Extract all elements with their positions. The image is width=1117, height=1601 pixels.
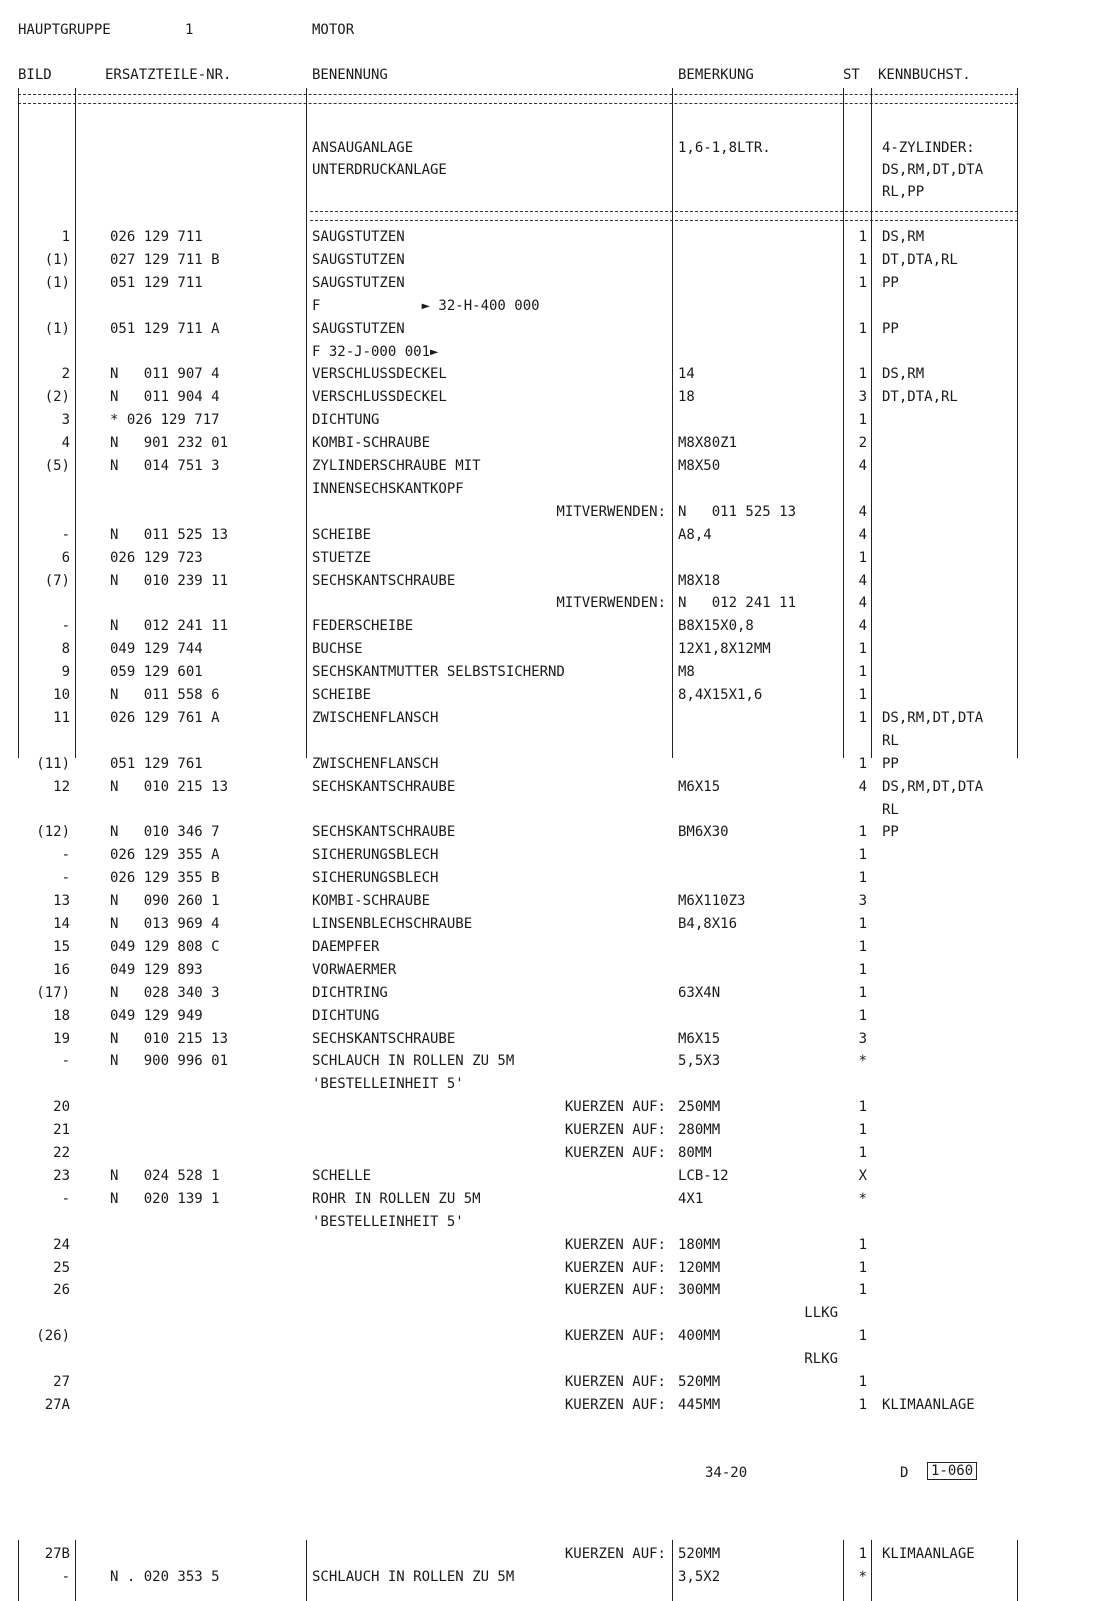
bild-cell: 1 <box>61 229 70 245</box>
code-cell: PP <box>882 755 899 772</box>
qty-cell: 1 <box>858 641 867 658</box>
part-number-cell: N 900 996 01 <box>110 1053 229 1070</box>
qty-cell: 1 <box>858 984 867 1001</box>
name-cell: ROHR IN ROLLEN ZU 5M <box>312 1190 481 1207</box>
table-row <box>0 936 1117 958</box>
name-cell: SECHSKANTSCHRAUBE <box>312 572 456 589</box>
qty-cell: 1 <box>858 847 867 864</box>
qty-cell: 3 <box>858 893 867 910</box>
bild-cell: (1) <box>44 274 70 291</box>
remark-cell: 63X4N <box>678 984 721 1001</box>
remark-cell: N 012 241 11 <box>678 595 797 612</box>
name-cell: FEDERSCHEIBE <box>312 618 414 635</box>
qty-cell: 4 <box>858 458 867 474</box>
name-cell: DICHTUNG <box>312 412 380 429</box>
part-number-cell: 026 129 711 <box>110 229 203 245</box>
qty-cell: * <box>858 1053 867 1070</box>
part-number-cell: N 011 558 6 <box>110 687 220 703</box>
bild-cell: (2) <box>44 389 70 406</box>
table-row <box>0 1257 1117 1279</box>
code-cell: PP <box>882 274 899 291</box>
qty-cell: 1 <box>858 1122 867 1139</box>
bild-cell: 8 <box>61 641 70 658</box>
table-row <box>0 1543 1117 1565</box>
bild-cell: 14 <box>53 916 70 932</box>
qty-cell: 1 <box>858 938 867 955</box>
table-row <box>0 821 1117 843</box>
qty-cell: 2 <box>858 435 867 452</box>
bild-cell: 26 <box>53 1282 70 1299</box>
table-row <box>0 547 1117 569</box>
qty-cell: 4 <box>858 503 867 520</box>
qty-cell: 1 <box>858 709 867 726</box>
name-right-cell: KUERZEN AUF: <box>564 1546 666 1562</box>
bild-cell: (5) <box>44 458 70 474</box>
part-number-cell: 051 129 711 A <box>110 320 220 337</box>
part-number-cell: N 010 346 7 <box>110 824 220 841</box>
col-code: KENNBUCHST. <box>878 67 971 83</box>
name-right-cell: KUERZEN AUF: <box>564 1374 666 1390</box>
intro-name-1: ANSAUGANLAGE <box>312 140 414 156</box>
bild-cell: - <box>61 847 70 864</box>
remark-cell: 520MM <box>678 1374 721 1390</box>
table-row <box>0 341 1117 363</box>
header-separator <box>18 94 1018 104</box>
remark-cell: M6X110Z3 <box>678 893 746 910</box>
name-cell: SCHEIBE <box>312 526 372 543</box>
name-cell: ZYLINDERSCHRAUBE MIT <box>312 458 481 474</box>
part-number-cell: N 010 215 13 <box>110 778 229 795</box>
qty-cell: 1 <box>858 1328 867 1345</box>
table-row <box>0 684 1117 706</box>
bild-cell: 10 <box>53 687 70 703</box>
table-row <box>0 249 1117 271</box>
name-cell: SICHERUNGSBLECH <box>312 847 439 864</box>
code-cell: DS,RM,DT,DTA <box>882 778 984 795</box>
qty-cell: * <box>858 1190 867 1207</box>
qty-cell: 1 <box>858 1007 867 1024</box>
qty-cell: 1 <box>858 1546 867 1562</box>
table-row <box>0 1302 1117 1324</box>
remark-cell: A8,4 <box>678 526 712 543</box>
intro-code-3: RL,PP <box>882 184 925 200</box>
table-row <box>0 844 1117 866</box>
table-row <box>0 1188 1117 1210</box>
name-right-cell: KUERZEN AUF: <box>564 1122 666 1139</box>
group-name: MOTOR <box>312 22 355 38</box>
table-row <box>0 615 1117 637</box>
name-cell: DAEMPFER <box>312 938 380 955</box>
bild-cell: 9 <box>61 664 70 681</box>
part-number-cell: N 010 239 11 <box>110 572 229 589</box>
qty-cell: 3 <box>858 389 867 406</box>
remark-cell: B8X15X0,8 <box>678 618 754 635</box>
table-row <box>0 478 1117 500</box>
table-row <box>0 432 1117 454</box>
qty-cell: 4 <box>858 618 867 635</box>
table-row <box>0 363 1117 385</box>
bild-cell: 16 <box>53 961 70 978</box>
bild-cell: 15 <box>53 938 70 955</box>
table-row <box>0 867 1117 889</box>
remark-cell: 5,5X3 <box>678 1053 721 1070</box>
name-right-cell: MITVERWENDEN: <box>556 595 666 612</box>
name-cell: SCHELLE <box>312 1167 372 1184</box>
qty-cell: 1 <box>858 1236 867 1253</box>
part-number-cell: N 028 340 3 <box>110 984 220 1001</box>
remark-cell: 180MM <box>678 1236 721 1253</box>
part-number-cell: N 024 528 1 <box>110 1167 220 1184</box>
remark-cell: 8,4X15X1,6 <box>678 687 763 703</box>
group-number: 1 <box>185 22 194 38</box>
name-cell: SAUGSTUTZEN <box>312 251 405 268</box>
part-number-cell: N 020 139 1 <box>110 1190 220 1207</box>
bild-cell: (1) <box>44 320 70 337</box>
qty-cell: 1 <box>858 274 867 291</box>
qty-cell: 4 <box>858 595 867 612</box>
table-row <box>0 226 1117 248</box>
col-qty: ST <box>843 67 860 83</box>
qty-cell: 1 <box>858 549 867 566</box>
table-row <box>0 1028 1117 1050</box>
name-cell: VERSCHLUSSDECKEL <box>312 366 447 383</box>
name-cell: DICHTRING <box>312 984 388 1001</box>
part-number-cell: * 026 129 717 <box>110 412 220 429</box>
table-row <box>0 1371 1117 1393</box>
table-row <box>0 409 1117 431</box>
qty-cell: 1 <box>858 1374 867 1390</box>
name-right-cell: KUERZEN AUF: <box>564 1145 666 1161</box>
name-cell: SECHSKANTMUTTER SELBSTSICHERND <box>312 664 565 681</box>
table-row <box>0 1142 1117 1164</box>
table-row <box>0 1279 1117 1301</box>
name-cell: F 32-J-000 001► <box>312 343 439 360</box>
code-cell: RL <box>882 801 899 818</box>
part-number-cell: 026 129 355 B <box>110 870 220 887</box>
part-number-cell: N 013 969 4 <box>110 916 220 932</box>
bild-cell: 4 <box>61 435 70 452</box>
col-remark: BEMERKUNG <box>678 67 754 83</box>
name-cell: SCHLAUCH IN ROLLEN ZU 5M <box>312 1053 515 1070</box>
table-row <box>0 455 1117 477</box>
qty-cell: X <box>858 1167 867 1184</box>
part-number-cell: 027 129 711 B <box>110 251 220 268</box>
intro-name-2: UNTERDRUCKANLAGE <box>312 162 447 178</box>
group-label: HAUPTGRUPPE <box>18 22 111 38</box>
part-number-cell: N 011 525 13 <box>110 526 229 543</box>
qty-cell: 4 <box>858 526 867 543</box>
table-row <box>0 318 1117 340</box>
intro-code-1: 4-ZYLINDER: <box>882 140 975 156</box>
footer-page-ref: 34-20 <box>705 1465 748 1481</box>
name-cell: SAUGSTUTZEN <box>312 229 405 245</box>
name-cell: SECHSKANTSCHRAUBE <box>312 778 456 795</box>
qty-cell: 1 <box>858 412 867 429</box>
table-row <box>0 1234 1117 1256</box>
bild-cell: 21 <box>53 1122 70 1139</box>
qty-cell: 1 <box>858 687 867 703</box>
bild-cell: 3 <box>61 412 70 429</box>
footer-page-code: 1-060 <box>927 1462 977 1480</box>
qty-cell: * <box>858 1569 867 1585</box>
part-number-cell: 051 129 711 <box>110 274 203 291</box>
bild-cell: - <box>61 1190 70 1207</box>
bild-cell: - <box>61 618 70 635</box>
table-row <box>0 707 1117 729</box>
remark-cell: 250MM <box>678 1099 721 1116</box>
intro-code-2: DS,RM,DT,DTA <box>882 162 984 178</box>
part-number-cell: 049 129 893 <box>110 961 203 978</box>
bild-cell: 6 <box>61 549 70 566</box>
bild-cell: 18 <box>53 1007 70 1024</box>
qty-cell: 1 <box>858 961 867 978</box>
name-cell: LINSENBLECHSCHRAUBE <box>312 916 473 932</box>
remark-right-cell: RLKG <box>804 1351 838 1368</box>
table-row <box>0 913 1117 935</box>
remark-cell: 14 <box>678 366 695 383</box>
bild-cell: 20 <box>53 1099 70 1116</box>
remark-cell: M8X50 <box>678 458 721 474</box>
code-cell: DS,RM <box>882 366 925 383</box>
col-part-no: ERSATZTEILE-NR. <box>105 67 232 83</box>
remark-cell: 400MM <box>678 1328 721 1345</box>
bild-cell: - <box>61 870 70 887</box>
name-cell: VERSCHLUSSDECKEL <box>312 389 447 406</box>
qty-cell: 1 <box>858 1282 867 1299</box>
part-number-cell: 049 129 744 <box>110 641 203 658</box>
col-name: BENENNUNG <box>312 67 388 83</box>
part-number-cell: 049 129 808 C <box>110 938 220 955</box>
table-row <box>0 1005 1117 1027</box>
col-bild: BILD <box>18 67 52 83</box>
part-number-cell: 051 129 761 <box>110 755 203 772</box>
name-cell: KOMBI-SCHRAUBE <box>312 893 431 910</box>
bild-cell: (1) <box>44 251 70 268</box>
remark-cell: 80MM <box>678 1145 712 1161</box>
table-row <box>0 501 1117 523</box>
name-right-cell: KUERZEN AUF: <box>564 1282 666 1299</box>
name-cell: SCHLAUCH IN ROLLEN ZU 5M <box>312 1569 515 1585</box>
name-cell: SCHEIBE <box>312 687 372 703</box>
qty-cell: 1 <box>858 664 867 681</box>
name-cell: 'BESTELLEINHEIT 5' <box>312 1213 464 1230</box>
name-cell: BUCHSE <box>312 641 363 658</box>
remark-cell: 120MM <box>678 1259 721 1276</box>
part-number-cell: N 012 241 11 <box>110 618 229 635</box>
bild-cell: 13 <box>53 893 70 910</box>
code-cell: KLIMAANLAGE <box>882 1396 975 1413</box>
remark-cell: 18 <box>678 389 695 406</box>
table-row <box>0 1325 1117 1347</box>
table-row <box>0 753 1117 775</box>
code-cell: DS,RM <box>882 229 925 245</box>
code-cell: DT,DTA,RL <box>882 389 958 406</box>
part-number-cell: N 011 907 4 <box>110 366 220 383</box>
bild-cell: (12) <box>36 824 70 841</box>
bild-cell: 25 <box>53 1259 70 1276</box>
bild-cell: 2 <box>61 366 70 383</box>
name-right-cell: KUERZEN AUF: <box>564 1396 666 1413</box>
table-row <box>0 1050 1117 1072</box>
name-cell: STUETZE <box>312 549 372 566</box>
qty-cell: 1 <box>858 824 867 841</box>
bild-cell: 19 <box>53 1030 70 1047</box>
qty-cell: 1 <box>858 1145 867 1161</box>
part-number-cell: N 014 751 3 <box>110 458 220 474</box>
bild-cell: - <box>61 1569 70 1585</box>
qty-cell: 1 <box>858 916 867 932</box>
table-row <box>0 295 1117 317</box>
qty-cell: 1 <box>858 229 867 245</box>
part-number-cell: N 010 215 13 <box>110 1030 229 1047</box>
intro-separator <box>310 211 1018 221</box>
table-row <box>0 1096 1117 1118</box>
qty-cell: 1 <box>858 870 867 887</box>
qty-cell: 1 <box>858 1099 867 1116</box>
remark-cell: M6X15 <box>678 1030 721 1047</box>
table-row <box>0 638 1117 660</box>
table-row <box>0 959 1117 981</box>
bild-cell: 22 <box>53 1145 70 1161</box>
table-row <box>0 799 1117 821</box>
part-number-cell: 026 129 761 A <box>110 709 220 726</box>
bild-cell: 24 <box>53 1236 70 1253</box>
code-cell: RL <box>882 732 899 749</box>
name-cell: DICHTUNG <box>312 1007 380 1024</box>
bild-cell: 11 <box>53 709 70 726</box>
part-number-cell: 026 129 355 A <box>110 847 220 864</box>
part-number-cell: N 090 260 1 <box>110 893 220 910</box>
table-row <box>0 272 1117 294</box>
remark-cell: 3,5X2 <box>678 1569 721 1585</box>
bild-cell: (11) <box>36 755 70 772</box>
name-right-cell: KUERZEN AUF: <box>564 1236 666 1253</box>
table-row <box>0 730 1117 752</box>
table-row <box>0 1394 1117 1416</box>
table-row <box>0 1165 1117 1187</box>
part-number-cell: N 901 232 01 <box>110 435 229 452</box>
intro-remark: 1,6-1,8LTR. <box>678 140 771 156</box>
bild-cell: 27A <box>44 1396 70 1413</box>
part-number-cell: N . 020 353 5 <box>110 1569 220 1585</box>
table-row <box>0 1348 1117 1370</box>
name-right-cell: KUERZEN AUF: <box>564 1259 666 1276</box>
bild-cell: 27B <box>44 1546 70 1562</box>
code-cell: PP <box>882 320 899 337</box>
table-row <box>0 570 1117 592</box>
table-row <box>0 1566 1117 1588</box>
qty-cell: 1 <box>858 1396 867 1413</box>
bild-cell: (26) <box>36 1328 70 1345</box>
qty-cell: 1 <box>858 1259 867 1276</box>
table-row <box>0 776 1117 798</box>
part-number-cell: 049 129 949 <box>110 1007 203 1024</box>
qty-cell: 4 <box>858 572 867 589</box>
bild-cell: 23 <box>53 1167 70 1184</box>
table-row <box>0 1073 1117 1095</box>
bild-cell: (17) <box>36 984 70 1001</box>
remark-cell: B4,8X16 <box>678 916 738 932</box>
remark-cell: 280MM <box>678 1122 721 1139</box>
name-cell: SAUGSTUTZEN <box>312 320 405 337</box>
remark-cell: BM6X30 <box>678 824 729 841</box>
qty-cell: 1 <box>858 251 867 268</box>
code-cell: KLIMAANLAGE <box>882 1546 975 1562</box>
bild-cell: - <box>61 1053 70 1070</box>
remark-cell: M8X18 <box>678 572 721 589</box>
bild-cell: (7) <box>44 572 70 589</box>
name-cell: VORWAERMER <box>312 961 397 978</box>
table-row <box>0 1119 1117 1141</box>
remark-cell: 520MM <box>678 1546 721 1562</box>
table-row <box>0 1211 1117 1233</box>
table-row <box>0 592 1117 614</box>
name-cell: SECHSKANTSCHRAUBE <box>312 1030 456 1047</box>
qty-cell: 1 <box>858 366 867 383</box>
remark-cell: 445MM <box>678 1396 721 1413</box>
part-number-cell: N 011 904 4 <box>110 389 220 406</box>
name-cell: ZWISCHENFLANSCH <box>312 755 439 772</box>
remark-cell: M8X80Z1 <box>678 435 738 452</box>
bild-cell: - <box>61 526 70 543</box>
qty-cell: 1 <box>858 320 867 337</box>
qty-cell: 1 <box>858 755 867 772</box>
code-cell: DS,RM,DT,DTA <box>882 709 984 726</box>
qty-cell: 4 <box>858 778 867 795</box>
footer-d-label: D <box>900 1465 909 1481</box>
table-row <box>0 982 1117 1004</box>
remark-right-cell: LLKG <box>804 1305 838 1322</box>
name-right-cell: KUERZEN AUF: <box>564 1099 666 1116</box>
qty-cell: 3 <box>858 1030 867 1047</box>
table-row <box>0 524 1117 546</box>
remark-cell: 12X1,8X12MM <box>678 641 771 658</box>
table-row <box>0 386 1117 408</box>
code-cell: DT,DTA,RL <box>882 251 958 268</box>
part-number-cell: 059 129 601 <box>110 664 203 681</box>
name-cell: F ► 32-H-400 000 <box>312 297 540 314</box>
remark-cell: N 011 525 13 <box>678 503 797 520</box>
name-cell: 'BESTELLEINHEIT 5' <box>312 1076 464 1093</box>
table-row <box>0 890 1117 912</box>
remark-cell: 4X1 <box>678 1190 704 1207</box>
remark-cell: 300MM <box>678 1282 721 1299</box>
code-cell: PP <box>882 824 899 841</box>
name-right-cell: MITVERWENDEN: <box>556 503 666 520</box>
name-cell: ZWISCHENFLANSCH <box>312 709 439 726</box>
table-row <box>0 661 1117 683</box>
name-cell: INNENSECHSKANTKOPF <box>312 480 464 497</box>
remark-cell: M8 <box>678 664 695 681</box>
bild-cell: 12 <box>53 778 70 795</box>
name-cell: SAUGSTUTZEN <box>312 274 405 291</box>
part-number-cell: 026 129 723 <box>110 549 203 566</box>
name-cell: SECHSKANTSCHRAUBE <box>312 824 456 841</box>
bild-cell: 27 <box>53 1374 70 1390</box>
name-right-cell: KUERZEN AUF: <box>564 1328 666 1345</box>
remark-cell: LCB-12 <box>678 1167 729 1184</box>
name-cell: KOMBI-SCHRAUBE <box>312 435 431 452</box>
name-cell: SICHERUNGSBLECH <box>312 870 439 887</box>
remark-cell: M6X15 <box>678 778 721 795</box>
